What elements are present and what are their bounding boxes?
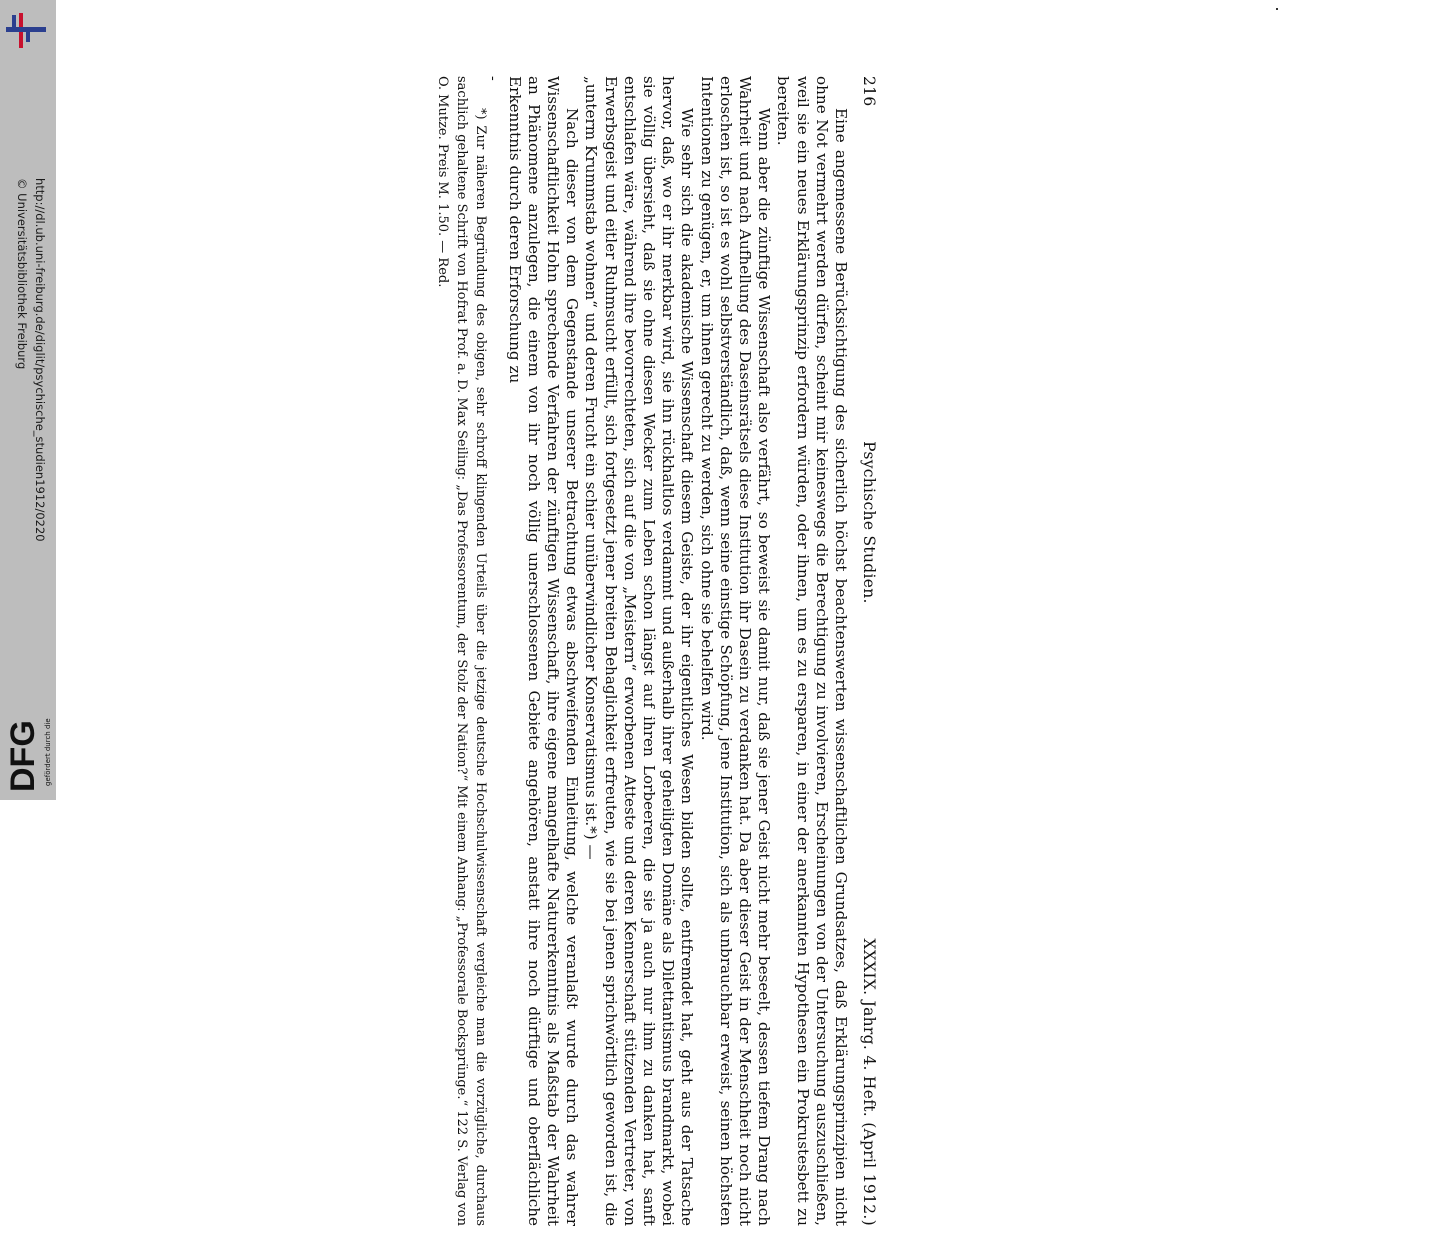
paragraph-3: Wie sehr sich die akademische Wissenschaft diesem Geiste, der ihr eigentliches Wesen bilden sollte, entfremdet hat, geht aus der Tatsache hervor, daß, wo er ihr merkbar wird, sie ihn rückhaltlos verdammt und außerhalb ihrer geheiligten Domäne als Dilettantismus brandmarkt, wobei sie völlig übersieht, daß sie ohne diesen Wecker zum Leben schon längst auf ihren Lorbeeren, die sie ja auch nur ihm zu danken hat, sanft entschlafen wäre, während ihre bevorrechteten, sich auf die von „Meistern“ erworbenen Atteste und deren Kennerschaft stützenden Vertreter, von Erwerbsgeist und eitler Ruhmsucht erfüllt, sich fortgesetzt jener breiten Behaglichkeit erfreuten, wie sie bei jenen sprichwörtlich geworden ist, die „unterm Krummstab wohnen“ und deren Frucht ein schier unüberwindlicher Konservatismus ist.*) — (582, 76, 697, 1226)
journal-title: Psychische Studien. (860, 441, 878, 604)
page-scan (228, 76, 1388, 1226)
university-library-logo-icon[interactable] (4, 10, 48, 52)
copyright-text: © Universitätsbibliothek Freiburg (15, 178, 29, 370)
footnote-separator: - (485, 76, 502, 81)
issue-info: XXXIX. Jahrg. 4. Heft. (April 1912.) (860, 938, 878, 1226)
scan-speck (1276, 8, 1278, 10)
dfg-label: DFG (4, 720, 42, 792)
footnote (433, 76, 491, 1226)
sidebar (0, 0, 56, 800)
dfg-logo-icon (4, 702, 52, 794)
page-content (228, 76, 878, 1236)
source-info (8, 178, 48, 618)
paragraph-1: Eine angemessene Berücksichtigung des sicherlich höchst beachtenswerten wissenschaftlichen Grundsatzes, daß Erklärungsprinzipien nicht ohne Not vermehrt werden dürfen, scheint mir keineswegs die Berechtigung zu involvieren, Erscheinungen von der Untersuchung auszuschließen, weil sie ein neues Erklärungsprinzip erfordern würden, oder ihnen, um es zu ersparen, in einer der anerkannten Hypothesen ein Prokrustesbett zu bereiten. (774, 76, 850, 1226)
paragraph-2: Wenn aber die zünftige Wissenschaft also verfährt, so beweist sie damit nur, daß sie jener Geist nicht mehr beseelt, dessen tiefem Drang nach Wahrheit und nach Aufhellung des Daseinsrätsels diese Institution ihr Dasein zu verdanken hat. Da aber dieser Geist in der Menschheit noch nicht erloschen ist, so ist es wohl selbstverständlich, daß, wenn seine einstige Schöpfung, jene Institution, sich als unbrauchbar erweist, seinen höchsten Intentionen zu genügen, er, um ihnen gerecht zu werden, sich ohne sie behelfen wird. (697, 76, 774, 1226)
paragraph-4: Nach dieser von dem Gegenstande unserer Betrachtung etwas abschweifenden Einleitung, welche veranlaßt wurde durch das wahrer Wissenschaftlichkeit Hohn sprechende Verfahren der zünftigen Wissenschaft, ihre eigene mangelhafte Naturerkenntnis als Maßstab der Wahrheit an Phänomene anzulegen, die einem von ihr noch völlig unerschlossenen Gebiete angehören, anstatt ihre noch dürftige und oberflächliche Erkenntnis durch deren Erforschung zu (505, 76, 582, 1226)
body-text (433, 76, 850, 1226)
dfg-caption: gefördert durch die (44, 718, 52, 786)
running-head (856, 76, 878, 1226)
footnote-text: *) Zur näheren Begründung des obigen, sehr schroff klingenden Urteils über die jetzige deutsche Hochschulwissenschaft vergleiche man die vorzügliche, durchaus sachlich gehaltene Schrift von Hofrat Prof. a. D. Max Seiling: „Das Professorentum, der Stolz der Nation?“ Mit einem Anhang: „Professorale Bocksprünge.“ 122 S. Verlag von O. Mutze. Preis M. 1.50. — Red. (434, 76, 489, 1226)
page-number: 216 (860, 76, 878, 107)
source-url[interactable]: http://dl.ub.uni-freiburg.de/diglit/psychische_studien1912/0220 (33, 178, 47, 542)
